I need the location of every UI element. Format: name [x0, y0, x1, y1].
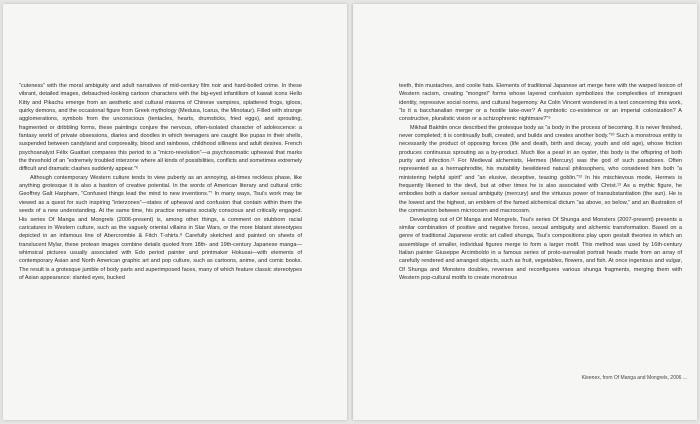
right-paragraph-1: teeth, thin mustaches, and coolie hats. Elements of traditional Japanese art merge here with the warped lexicon of Western racism, creating “mongrel” forms whose layered confusion symbolizes the complexities of immigrant identity, repressive social norms, and cultural hegemony. As Colin Vincent wondered in a text concerning this work, “Is it a bacchanalian merger or a hostile take-over? A symbiotic co-existence or an imperial colonization? A constructive, pluralistic vision or a schizophrenic nightmare?”⁹: [399, 83, 682, 123]
right-text-column: [399, 82, 682, 282]
right-page: [353, 4, 697, 420]
left-paragraph-1: “cuteness” with the moral ambiguity and adult narratives of mid-century film noir and hard-boiled crime. In these vibrant, detailed images, debauched-looking cartoon characters with the big-eyed infantilism of kawaii icons Hello Kitty and Pikachu emerge from an aesthetic and cultural miasma of Chinese vampires, splattered frogs, igloos, quirky demons, and the occasional figure from Greek mythology (Medusa, Icarus, the Minotaur). Filled with strange agglomerations, symbols from the unconscious (tentacles, hearts, drumsticks, fried eggs), and sprouting, fragmented or dribbling forms, these paintings conjure the nervous, often-isolated character of adolescence: a fantasy world of private obsessions, diaries and doodles in which teenagers are caught like pupas in their shells, suspended between candyland and corporeality, blood and rainbows, childhood silliness and adult desires. French psychoanalyst Félix Guattari compares this period to a “micro-revolution”—a psychosomatic upheaval that marks the threshold of an “extremely troubled interzone where all kinds of possibilities, conflicts and sometimes extremely difficult and dramatic clashes suddenly appear.”⁶: [19, 83, 302, 173]
right-paragraph-2: Mikhail Bakhtin once described the grotesque body as “a body in the process of becoming. It is never finished, never completed; it is continually built, created, and builds and creates another body.”¹⁰ Such a monstrous entity is necessarily the product of opposing forces (life and death, birth and decay, youth and old age), whose friction produces continuous sprouting as a by-product. Much like a pearl in an oyster, this body is the offspring of both purity and infection.¹¹ For Medieval alchemists, Hermes (Mercury) was the god of such paradoxes. Often represented as a hermaphrodite, his mutability bewildered natural philosophers, who considered him both “a ministering helpful spirit” and “an elusive, deceptive, teasing goblin.”¹² In his mischievous mode, Hermes is frequently likened to the devil, but at other times he is also associated with Christ.¹³ As a mythic figure, he embodies both a darker sexual ambiguity (mercury) and the virtuous power of transubstantiation (the sun). He is the lowest and the highest, an emblem of the famed alchemical dictum “as above, so below,” and an illustration of the communion between microcosm and macrocosm.: [399, 124, 682, 215]
left-paragraph-2: Although contemporary Western culture tends to view puberty as an annoying, at-times reckless phase, like anything grotesque it is also a bastion of creative potential. In the words of American literary and cultural critic Geoffrey Galt Harpham, “Confused things lead the mind to new inventions.”⁷ In many ways, Tsui’s work may be viewed as a quest for such inspiring “interzones”—states of upheaval and confusion that contain within them the seeds of a new understanding. At the same time, his practice remains socially conscious and critically engaged. His series Of Manga and Mongrels (2006-present) is, among other things, a comment on stubborn racial caricatures in Western culture, such as the vaguely oriental villains in Star Wars, or the more blatant stereotypes depicted in an infamous line of Abercrombie & Fitch T-shirts.⁸ Carefully sketched and painted on sheets of translucent Mylar, these protean images combine details quoted from 18th- and 19th-century Japanese manga—whimsical pictures usually associated with Edo period painter and printmaker Hokusai—with elements of contemporary Asian and North American graphic art and pop culture, such as cartoons, anime, and comic books. The result is a grotesque jumble of body parts and superimposed faces, many of which feature classic stereotypes of Asian appearance: slanted eyes, bucked: [19, 174, 302, 281]
left-text-column: [19, 82, 302, 282]
left-page: [3, 4, 347, 420]
right-paragraph-3: Developing out of Of Manga and Mongrels, Tsui’s series Of Shunga and Monsters (2007-present) presents a similar combination of positive and negative forces, sexual ambiguity and alchemic transformation. Based on a genre of traditional Japanese erotic art called shunga, Tsui’s compositions play upon gestalt theories in which an assemblage of smaller, individual figures merge to form a larger motif. This method was used by 16th-century Italian painter Giuseppe Arcimboldo in a famous series of proto-surrealist portrait heads made from an array of carefully rendered and arranged objects, such as fruit, vegetables, flowers, and fish. At once ingenious and vulgar, Of Shunga and Monsters doubles, reverses and reconfigures various shunga fragments, merging them with Western pop-cultural motifs to create monstrous: [399, 216, 682, 281]
image-caption: Kleenex, from Of Manga and Mongrels, 2006 ...: [581, 375, 687, 381]
